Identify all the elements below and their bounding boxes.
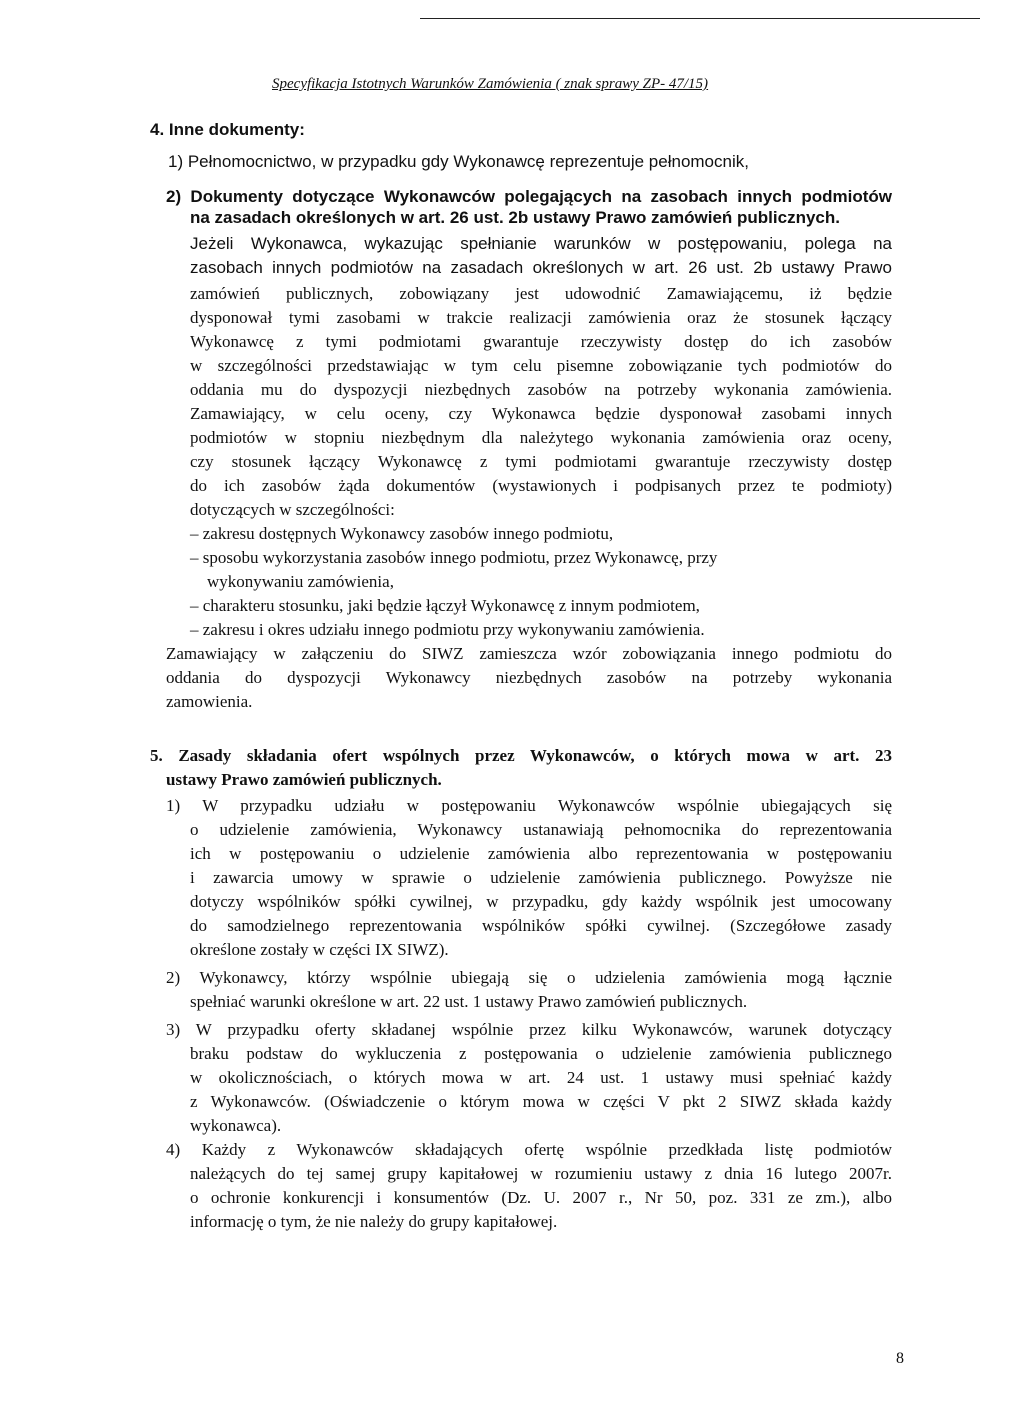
s4-line-7: dysponował tymi zasobami w trakcie realizacji zamówienia oraz że stosunek łączący [190, 308, 892, 327]
s5-line-3: ich w postępowaniu o udzielenie zamówienia albo reprezentowania w postępowaniu [190, 844, 892, 863]
s5-line-6: do samodzielnego reprezentowania wspólników spółki cywilnej. (Szczegółowe zasady [190, 916, 892, 935]
s5-line-4: i zawarcia umowy w sprawie o udzielenie zamówienia publicznego. Powyższe nie [190, 868, 892, 887]
s4-line-13: czy stosunek łączący Wykonawcę z tymi podmiotami gwarantuje rzeczywisty dostęp [190, 452, 892, 471]
s4-line-4: Jeżeli Wykonawca, wykazując spełnianie warunków w postępowaniu, polega na [190, 234, 892, 253]
document-header: Specyfikacja Istotnych Warunków Zamówienia ( znak sprawy ZP- 47/15) [272, 76, 709, 92]
s4-line-22: oddania do dyspozycji Wykonawcy niezbędnych zasobów na potrzeby wykonania [166, 668, 892, 687]
s5-line-13: z Wykonawców. (Oświadczenie o którym mowa w części V pkt 2 SIWZ składa każdy [190, 1092, 892, 1111]
s4-line-6: zamówień publicznych, zobowiązany jest udowodnić Zamawiającemu, iż będzie [190, 284, 892, 303]
s4-bullet-2-cont: wykonywaniu zamówienia, [207, 572, 394, 591]
s5-line-5: dotyczy wspólników spółki cywilnej, w przypadku, gdy każdy wspólnik jest umocowany [190, 892, 892, 911]
s4-line-10: oddania mu do dyspozycji niezbędnych zasobów na potrzeby wykonania zamówienia. [190, 380, 892, 399]
s5-line-11: braku podstaw do wykluczenia z postępowania o udzielenie zamówienia publicznego [190, 1044, 892, 1063]
s4-line-5: zasobach innych podmiotów na zasadach określonych w art. 26 ust. 2b ustawy Prawo [190, 258, 892, 277]
s4-bullet-3: – charakteru stosunku, jaki będzie łączył Wykonawcę z innym podmiotem, [190, 596, 700, 615]
s4-line-21: Zamawiający w załączeniu do SIWZ zamieszcza wzór zobowiązania innego podmiotu do [166, 644, 892, 663]
top-rule [420, 18, 980, 19]
s5-line-9: spełniać warunki określone w art. 22 ust. 1 ustawy Prawo zamówień publicznych. [190, 992, 748, 1011]
s4-line-15: dotyczących w szczególności: [190, 500, 395, 519]
s4-line-2: 2) Dokumenty dotyczące Wykonawców polegających na zasobach innych podmiotów [166, 187, 892, 206]
s4-bullet-4: – zakresu i okres udziału innego podmiotu przy wykonywaniu zamówienia. [190, 620, 705, 639]
section-4-heading: 4. Inne dokumenty: [150, 120, 305, 139]
s4-line-14: do ich zasobów żąda dokumentów (wystawionych i podpisanych przez te podmioty) [190, 476, 892, 495]
s5-line-12: w okolicznościach, o których mowa w art. 24 ust. 1 ustawy musi spełniać każdy [190, 1068, 892, 1087]
s5-line-15: 4) Każdy z Wykonawców składających ofertę wspólnie przedkłada listę podmiotów [166, 1140, 892, 1159]
s4-line-11: Zamawiający, w celu oceny, czy Wykonawca będzie dysponował zasobami innych [190, 404, 892, 423]
s4-line-12: podmiotów w stopniu niezbędnym dla należytego wykonania zamówienia oraz oceny, [190, 428, 892, 447]
s4-bullet-2: – sposobu wykorzystania zasobów innego podmiotu, przez Wykonawcę, przy [190, 548, 718, 567]
s4-line-1: 1) Pełnomocnictwo, w przypadku gdy Wykonawcę reprezentuje pełnomocnik, [168, 152, 749, 171]
s5-line-18: informację o tym, że nie należy do grupy kapitałowej. [190, 1212, 558, 1231]
page-number: 8 [896, 1350, 904, 1367]
section-5-heading-cont: ustawy Prawo zamówień publicznych. [166, 770, 442, 789]
s5-line-7: określone zostały w części IX SIWZ). [190, 940, 449, 959]
s4-line-8: Wykonawcę z tymi podmiotami gwarantuje rzeczywisty dostęp do ich zasobów [190, 332, 892, 351]
s5-line-1: 1) W przypadku udziału w postępowaniu Wykonawców wspólnie ubiegających się [166, 796, 892, 815]
s4-line-3: na zasadach określonych w art. 26 ust. 2b ustawy Prawo zamówień publicznych. [190, 208, 840, 227]
s5-line-16: należących do tej samej grupy kapitałowej w rozumieniu ustawy z dnia 16 lutego 2007r. [190, 1164, 892, 1183]
s5-line-17: o ochronie konkurencji i konsumentów (Dz. U. 2007 r., Nr 50, poz. 331 ze zm.), albo [190, 1188, 892, 1207]
section-5-heading: 5. Zasady składania ofert wspólnych przez Wykonawców, o których mowa w art. 23 [150, 746, 892, 765]
s4-line-23: zamowienia. [166, 692, 253, 711]
s5-line-8: 2) Wykonawcy, którzy wspólnie ubiegają się o udzielenia zamówienia mogą łącznie [166, 968, 892, 987]
s4-bullet-1: – zakresu dostępnych Wykonawcy zasobów innego podmiotu, [190, 524, 614, 543]
s4-line-9: w szczególności przedstawiając w tym celu pisemne zobowiązanie tych podmiotów do [190, 356, 892, 375]
s5-line-2: o udzielenie zamówienia, Wykonawcy ustanawiają pełnomocnika do reprezentowania [190, 820, 892, 839]
s5-line-14: wykonawca). [190, 1116, 282, 1135]
s5-line-10: 3) W przypadku oferty składanej wspólnie przez kilku Wykonawców, warunek dotyczący [166, 1020, 892, 1039]
